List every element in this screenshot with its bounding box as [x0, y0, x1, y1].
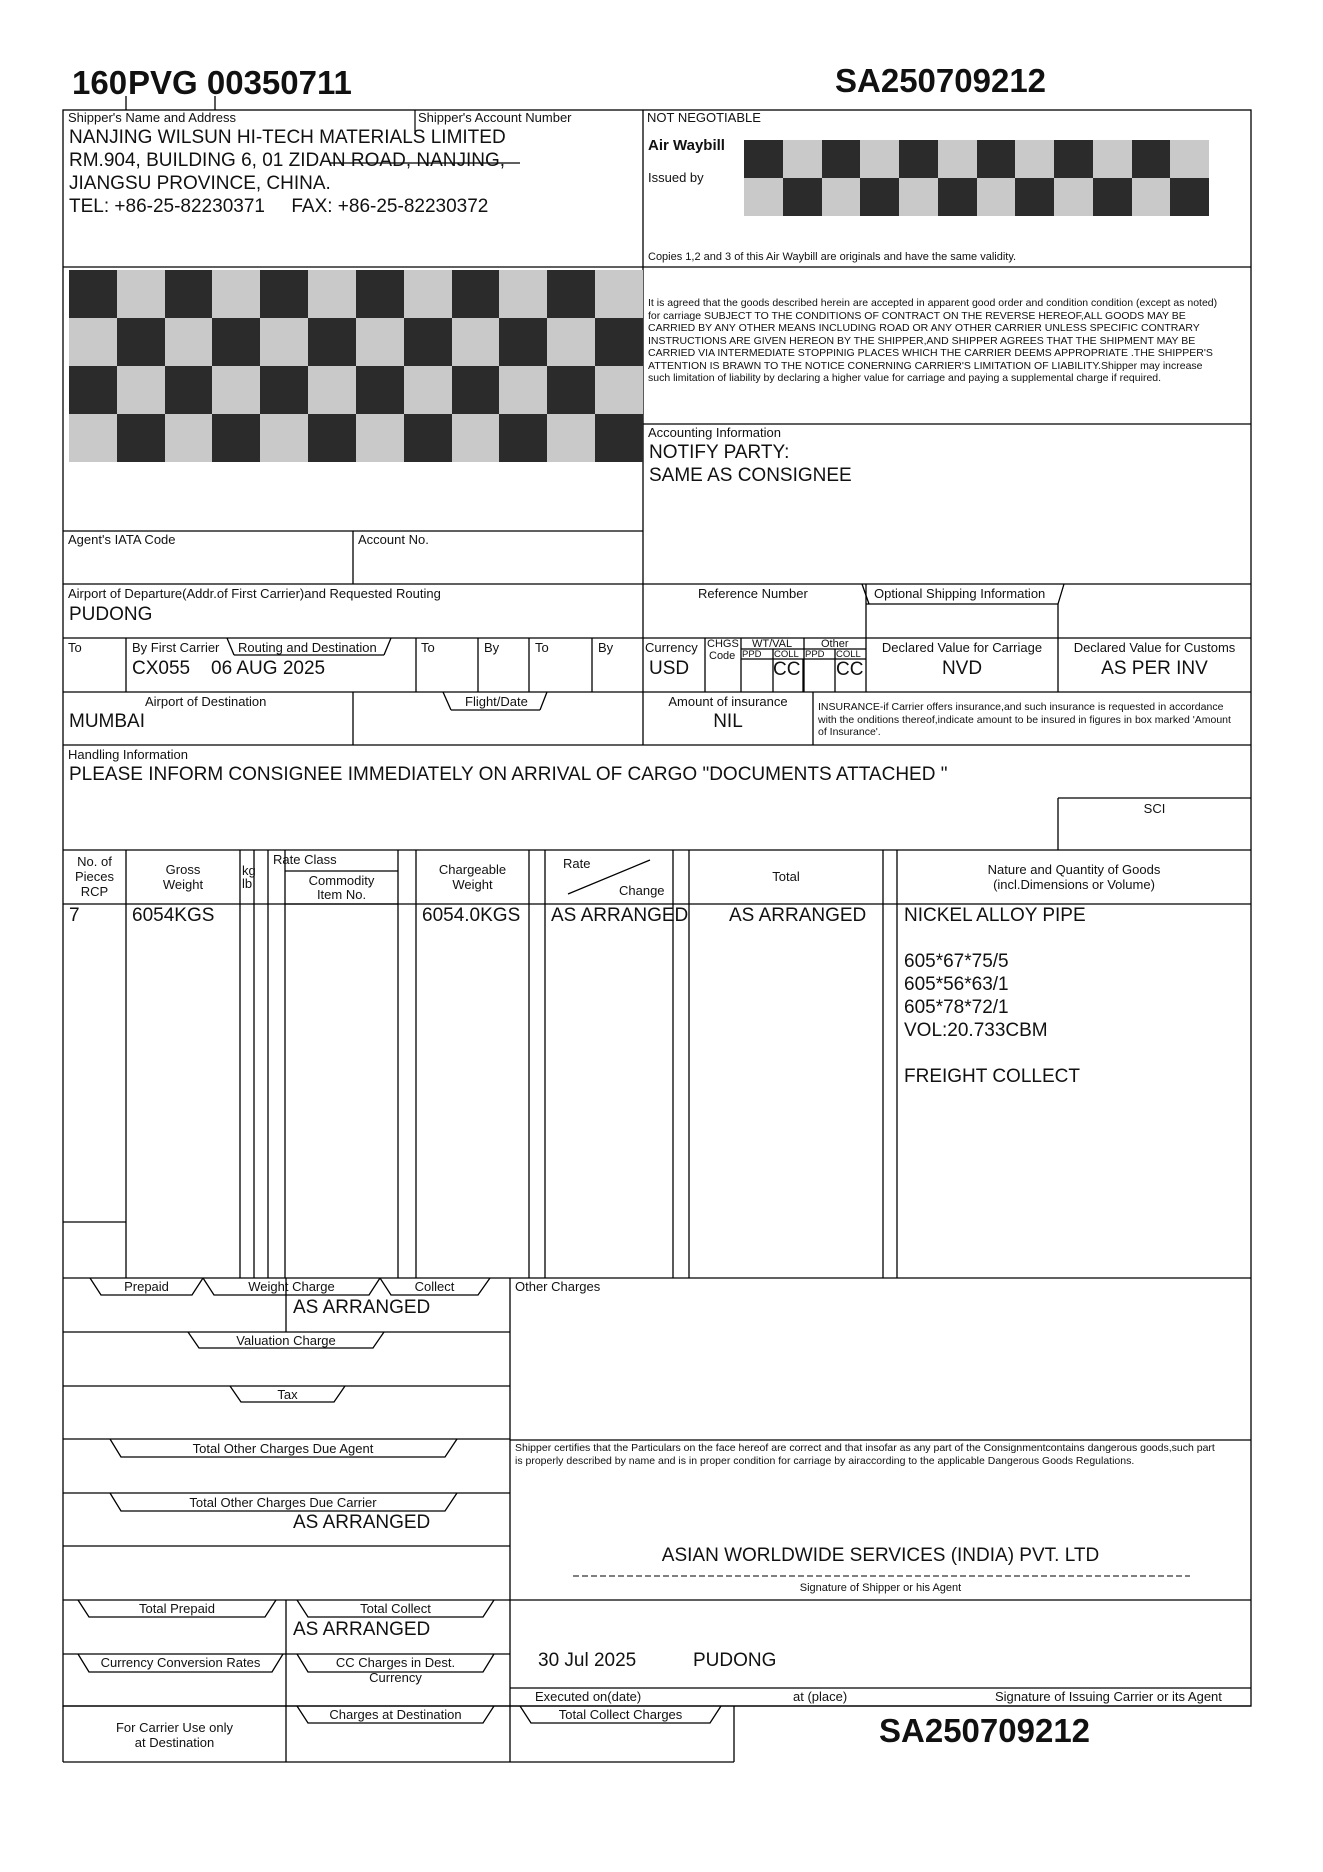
accounting-label: Accounting Information [648, 425, 781, 440]
at-place-label: at (place) [793, 1689, 848, 1704]
gross-weight-value: 6054KGS [132, 905, 215, 926]
nature-header-2: (incl.Dimensions or Volume) [993, 877, 1155, 892]
nature-header-1: Nature and Quantity of Goods [987, 862, 1161, 877]
customs-value: AS PER INV [1101, 658, 1208, 679]
footer-hawb-number: SA250709212 [879, 1712, 1091, 1749]
sci-label: SCI [1143, 801, 1166, 816]
nature-line-5: 605*78*72/1 [904, 997, 1009, 1018]
other-charges-carrier-label: Total Other Charges Due Carrier [189, 1495, 377, 1510]
nature-line-2 [904, 927, 1086, 950]
total-collect-charges-label: Total Collect Charges [558, 1707, 683, 1722]
total-header: Total [772, 869, 800, 884]
nature-line-4: 605*56*63/1 [904, 974, 1009, 995]
wtval-ppd-label: PPD [742, 649, 762, 660]
customs-value-label: Declared Value for Customs [1073, 640, 1236, 655]
air-waybill-title: Air Waybill [648, 137, 725, 154]
issuing-carrier-signature-label: Signature of Issuing Carrier or its Agent [995, 1689, 1222, 1704]
commodity-header-2: Item No. [316, 887, 367, 902]
to-label-2: To [421, 640, 435, 655]
other-value: CC [836, 659, 864, 680]
handling-label: Handling Information [68, 747, 188, 762]
nature-line-6: VOL:20.733CBM [904, 1020, 1048, 1041]
rate-header: Rate [563, 856, 591, 871]
destination-airport: MUMBAI [69, 711, 145, 732]
redacted-consignee-mosaic [69, 270, 643, 462]
rate-value: AS ARRANGED [551, 905, 689, 926]
other-charges-agent-label: Total Other Charges Due Agent [192, 1441, 374, 1456]
kg-label: kg [242, 863, 256, 878]
insurance-amount-label: Amount of insurance [668, 694, 788, 709]
by-label-3: By [598, 640, 614, 655]
currency-label: Currency [645, 640, 698, 655]
carrier-use-line-2: at Destination [134, 1735, 215, 1750]
other-label: Other [821, 638, 849, 650]
carrier-use-only [63, 1720, 286, 1750]
shipper-account-label: Shipper's Account Number [418, 110, 572, 125]
executed-place: PUDONG [693, 1650, 777, 1671]
currency-value: USD [649, 658, 690, 679]
shipper-signature-label: Signature of Shipper or his Agent [799, 1582, 962, 1594]
other-charges-carrier-collect: AS ARRANGED [293, 1512, 431, 1533]
insurance-note: INSURANCE-if Carrier offers insurance,and such insurance is requested in accordance with the onditions thereof,indicate amount to be insured in figures in box marked 'Amount of Insurance'. [818, 701, 1231, 738]
reference-number-label: Reference Number [698, 586, 808, 601]
chargeable-header-2: Weight [452, 877, 493, 892]
other-ppd-label: PPD [805, 649, 825, 660]
carriage-value-label: Declared Value for Carriage [881, 640, 1043, 655]
change-header: Change [619, 883, 665, 898]
shipper-certification: Shipper certifies that the Particulars on the face hereof are correct and that insofar as any part of the Consignmentcontains dangerous goods,such part is properly described by name and is in proper condition for carriage by airaccording to the applicable Dangerous Goods Regulations. [515, 1442, 1215, 1467]
wtval-value: CC [773, 659, 801, 680]
agent-account-label: Account No. [358, 532, 429, 547]
insurance-amount: NIL [713, 711, 743, 732]
flight-date-label: Flight/Date [465, 694, 528, 709]
pieces-header-2: Pieces [74, 869, 115, 884]
to-label: To [68, 640, 82, 655]
shipper-line-2: RM.904, BUILDING 6, 01 ZIDAN ROAD, NANJING, [69, 150, 506, 171]
total-collect-label: Total Collect [360, 1601, 431, 1616]
cc-charges-label: CC Charges in Dest. Currency [335, 1655, 456, 1685]
chargeable-header-1: Chargeable [438, 862, 507, 877]
shipper-signatory: ASIAN WORLDWIDE SERVICES (INDIA) PVT. LTD [661, 1545, 1100, 1566]
shipper-line-1: NANJING WILSUN HI-TECH MATERIALS LIMITED [69, 127, 506, 148]
prepaid-label: Prepaid [124, 1279, 169, 1294]
departure-label: Airport of Departure(Addr.of First Carrier)and Requested Routing [68, 586, 441, 601]
first-carrier-label: By First Carrier [132, 640, 220, 655]
unit-header [242, 864, 256, 890]
carriage-value: NVD [941, 658, 983, 679]
shipper-line-4: TEL: +86-25-82230371 FAX: +86-25-82230372 [69, 196, 489, 217]
weight-charge-collect: AS ARRANGED [293, 1297, 431, 1318]
first-carrier-flight: CX055 [132, 658, 191, 679]
by-label-2: By [484, 640, 500, 655]
awb-number: PVG 00350711 [128, 64, 352, 101]
charges-at-destination-label: Charges at Destination [329, 1707, 462, 1722]
wtval-label: WT/VAL [752, 638, 793, 650]
routing-destination-label: Routing and Destination [238, 640, 377, 655]
gross-header-1: Gross [165, 862, 201, 877]
chargeable-weight-value: 6054.0KGS [422, 905, 521, 926]
executed-on-label: Executed on(date) [535, 1689, 642, 1704]
weight-charge-label: Weight Charge [248, 1279, 335, 1294]
pieces-header-3: RCP [80, 884, 109, 899]
departure-airport: PUDONG [69, 604, 153, 625]
commodity-header-1: Commodity [308, 873, 375, 888]
chgs-label: CHGS [707, 638, 739, 650]
gross-header-2: Weight [162, 877, 204, 892]
pieces-header [63, 854, 126, 899]
pieces-value: 7 [69, 905, 80, 926]
conditions-text: It is agreed that the goods described herein are accepted in apparent good order and condition condition (except as noted) for carriage SUBJECT TO THE CONDITIONS OF CONTRACT ON THE REVERSE HEREOF,ALL GOODS MAY BE CARRIED BY ANY OTHER MEANS INCLUDING ROAD OR ANY OTHER CARRIER UNLESS SPECIFIC CONTRARY INSTRUCTIONS ARE GIVEN HEREON BY THE SHIPPER,AND SHIPPER AGREES THAT THE SHIPMENT MAY BE CARRIED VIA INTERMEDIATE STOPPINIG PLACES WHICH THE CARRIER DEEMS APPROPRIATE .THE SHIPPER'S ATTENTION IS BRAWN TO THE NOTICE CONERNING CARRIER'S LIMITATION OF LIABILITY.Shipper may increase such limitation of liability by declaring a higher value for carriage and paying a supplemental charge if required. [648, 297, 1218, 384]
handling-info: PLEASE INFORM CONSIGNEE IMMEDIATELY ON ARRIVAL OF CARGO "DOCUMENTS ATTACHED " [69, 764, 948, 785]
shipper-label: Shipper's Name and Address [68, 110, 236, 125]
shipper-address [69, 126, 506, 218]
other-charges-label: Other Charges [515, 1279, 601, 1294]
not-negotiable: NOT NEGOTIABLE [647, 110, 761, 125]
redacted-issuer-mosaic [744, 140, 1209, 216]
rate-class-label: Rate Class [273, 852, 337, 867]
nature-of-goods [904, 904, 1086, 1088]
total-value: AS ARRANGED [729, 905, 867, 926]
first-carrier-date: 06 AUG 2025 [211, 658, 326, 679]
wtval-coll-label: COLL [774, 649, 799, 660]
nature-line-3: 605*67*75/5 [904, 951, 1009, 972]
commodity-header [285, 874, 398, 902]
optional-shipping-label: Optional Shipping Information [874, 586, 1046, 601]
lb-label: lb [242, 876, 253, 891]
valuation-charge-label: Valuation Charge [236, 1333, 336, 1348]
destination-label: Airport of Destination [145, 694, 267, 709]
nature-line-7 [904, 1042, 1086, 1065]
nature-line-1: NICKEL ALLOY PIPE [904, 905, 1086, 926]
collect-label: Collect [414, 1279, 455, 1294]
awb-prefix: 160 [72, 64, 128, 101]
other-coll-label: COLL [836, 649, 861, 660]
issued-by-label: Issued by [648, 170, 704, 185]
total-prepaid-label: Total Prepaid [139, 1601, 215, 1616]
total-collect-value: AS ARRANGED [293, 1619, 431, 1640]
to-label-3: To [535, 640, 549, 655]
nature-line-8: FREIGHT COLLECT [904, 1066, 1080, 1087]
hawb-number: SA250709212 [835, 62, 1047, 99]
carrier-use-line-1: For Carrier Use only [115, 1720, 234, 1735]
currency-conversion-label: Currency Conversion Rates [100, 1655, 261, 1670]
chargeable-weight-header [416, 862, 529, 892]
executed-date: 30 Jul 2025 [538, 1650, 637, 1671]
agent-iata-label: Agent's IATA Code [68, 532, 176, 547]
nature-header [897, 862, 1251, 892]
accounting-line-2: SAME AS CONSIGNEE [649, 465, 852, 486]
tax-label: Tax [277, 1387, 298, 1402]
pieces-header-1: No. of [77, 854, 112, 869]
chgs-code-label: Code [709, 650, 736, 662]
shipper-line-3: JIANGSU PROVINCE, CHINA. [69, 173, 331, 194]
accounting-line-1: NOTIFY PARTY: [649, 442, 790, 463]
copies-note: Copies 1,2 and 3 of this Air Waybill are originals and have the same validity. [648, 251, 1017, 263]
gross-weight-header [126, 862, 240, 892]
